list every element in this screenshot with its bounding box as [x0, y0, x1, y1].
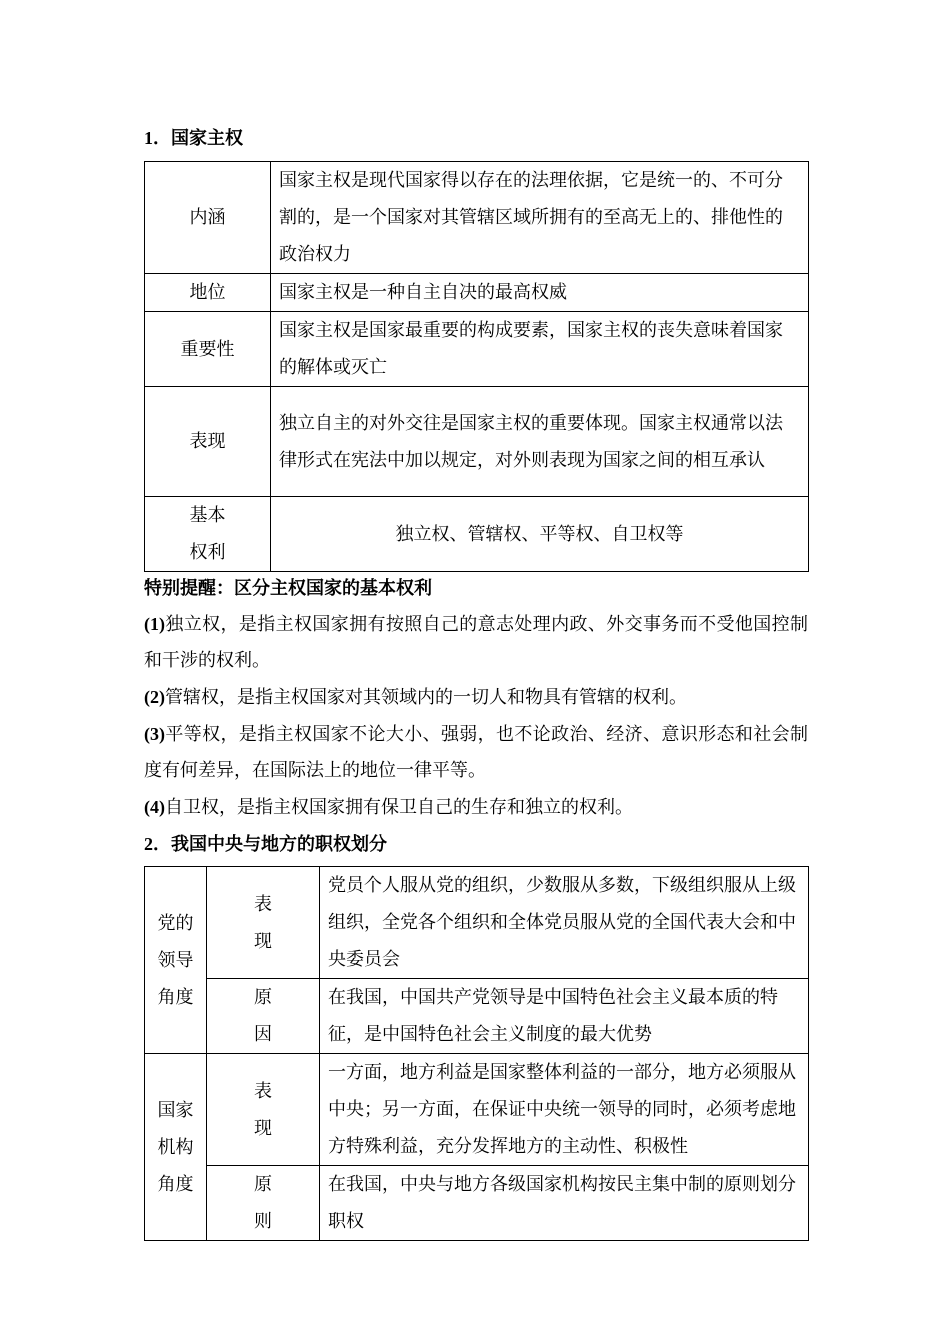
section-1-number: 1．	[144, 128, 171, 148]
table-row	[145, 497, 809, 572]
table-row	[145, 979, 809, 1054]
row-content: 在我国，中央与地方各级国家机构按民主集中制的原则划分职权	[320, 1166, 809, 1241]
row-content: 在我国，中国共产党领导是中国特色社会主义最本质的特征，是中国特色社会主义制度的最大优势	[320, 979, 809, 1054]
table-row	[145, 274, 809, 312]
group-label-line: 角度	[157, 1173, 194, 1195]
row-label-line: 权利	[189, 542, 226, 563]
tip-item-text: 管辖权，是指主权国家对其领域内的一切人和物具有管辖的权利。	[165, 687, 687, 708]
table-row	[145, 867, 809, 979]
row-content: 独立自主的对外交往是国家主权的重要体现。国家主权通常以法律形式在宪法中加以规定，对外则表现为国家之间的相互承认	[271, 387, 809, 497]
document-page	[144, 120, 808, 1241]
sovereignty-table	[144, 161, 809, 572]
table-row	[145, 162, 809, 274]
row-label: 地位	[145, 274, 271, 312]
tip-item	[144, 679, 808, 716]
row-content: 一方面，地方利益是国家整体利益的一部分，地方必须服从中央；另一方面，在保证中央统一领导的同时，必须考虑地方特殊利益，充分发挥地方的主动性、积极性	[320, 1054, 809, 1166]
tip-item-text: 独立权，是指主权国家拥有按照自己的意志处理内政、外交事务而不受他国控制和干涉的权利。	[144, 614, 808, 671]
row-content: 党员个人服从党的组织，少数服从多数，下级组织服从上级组织，全党各个组织和全体党员服从党的全国代表大会和中央委员会	[320, 867, 809, 979]
group-label-line: 国家	[157, 1099, 194, 1121]
tip-item-number: (3)	[144, 724, 165, 744]
section-2-heading	[144, 826, 808, 862]
section-1-heading	[144, 120, 808, 156]
row-label: 表现	[145, 387, 271, 497]
table-row	[145, 387, 809, 497]
group-label-line: 角度	[157, 986, 194, 1008]
sub-label-line: 因	[254, 1024, 272, 1045]
authority-table	[144, 866, 809, 1241]
tip-item-number: (2)	[144, 687, 165, 707]
tip-item-text: 平等权，是指主权国家不论大小、强弱，也不论政治、经济、意识形态和社会制度有何差异，在国际法上的地位一律平等。	[144, 724, 808, 781]
sub-label	[207, 979, 320, 1054]
sub-label-line: 表	[254, 893, 272, 915]
row-content: 国家主权是国家最重要的构成要素，国家主权的丧失意味着国家的解体或灭亡	[271, 312, 809, 387]
table-row	[145, 1054, 809, 1166]
sub-label-line: 表	[254, 1080, 272, 1102]
group-label-line: 党的	[157, 912, 194, 934]
row-content: 独立权、管辖权、平等权、自卫权等	[271, 497, 809, 572]
sub-label	[207, 1054, 320, 1166]
sub-label	[207, 867, 320, 979]
tip-item	[144, 789, 808, 826]
tip-item-number: (1)	[144, 614, 165, 634]
group-label	[145, 867, 207, 1054]
row-label: 重要性	[145, 312, 271, 387]
tip-item-text: 自卫权，是指主权国家拥有保卫自己的生存和独立的权利。	[165, 797, 633, 818]
group-label-line: 领导	[157, 949, 194, 971]
sub-label-line: 现	[254, 1117, 272, 1139]
row-label: 内涵	[145, 162, 271, 274]
row-label-line: 基本	[189, 505, 226, 526]
group-label-line: 机构	[157, 1136, 194, 1158]
sub-label	[207, 1166, 320, 1241]
section-2-number: 2．	[144, 834, 171, 854]
tip-item	[144, 606, 808, 679]
section-1-title: 国家主权	[171, 128, 243, 149]
sub-label-line: 原	[254, 1174, 272, 1195]
group-label	[145, 1054, 207, 1241]
row-content: 国家主权是一种自主自决的最高权威	[271, 274, 809, 312]
row-content: 国家主权是现代国家得以存在的法理依据，它是统一的、不可分割的，是一个国家对其管辖区域所拥有的至高无上的、排他性的政治权力	[271, 162, 809, 274]
sub-label-line: 则	[254, 1211, 272, 1232]
sub-label-line: 现	[254, 930, 272, 952]
tip-item	[144, 716, 808, 789]
tip-title: 特别提醒：区分主权国家的基本权利	[144, 578, 432, 599]
sub-label-line: 原	[254, 987, 272, 1008]
table-row	[145, 1166, 809, 1241]
row-label	[145, 497, 271, 572]
section-2-title: 我国中央与地方的职权划分	[171, 834, 387, 855]
tip-item-number: (4)	[144, 797, 165, 817]
table-row	[145, 312, 809, 387]
